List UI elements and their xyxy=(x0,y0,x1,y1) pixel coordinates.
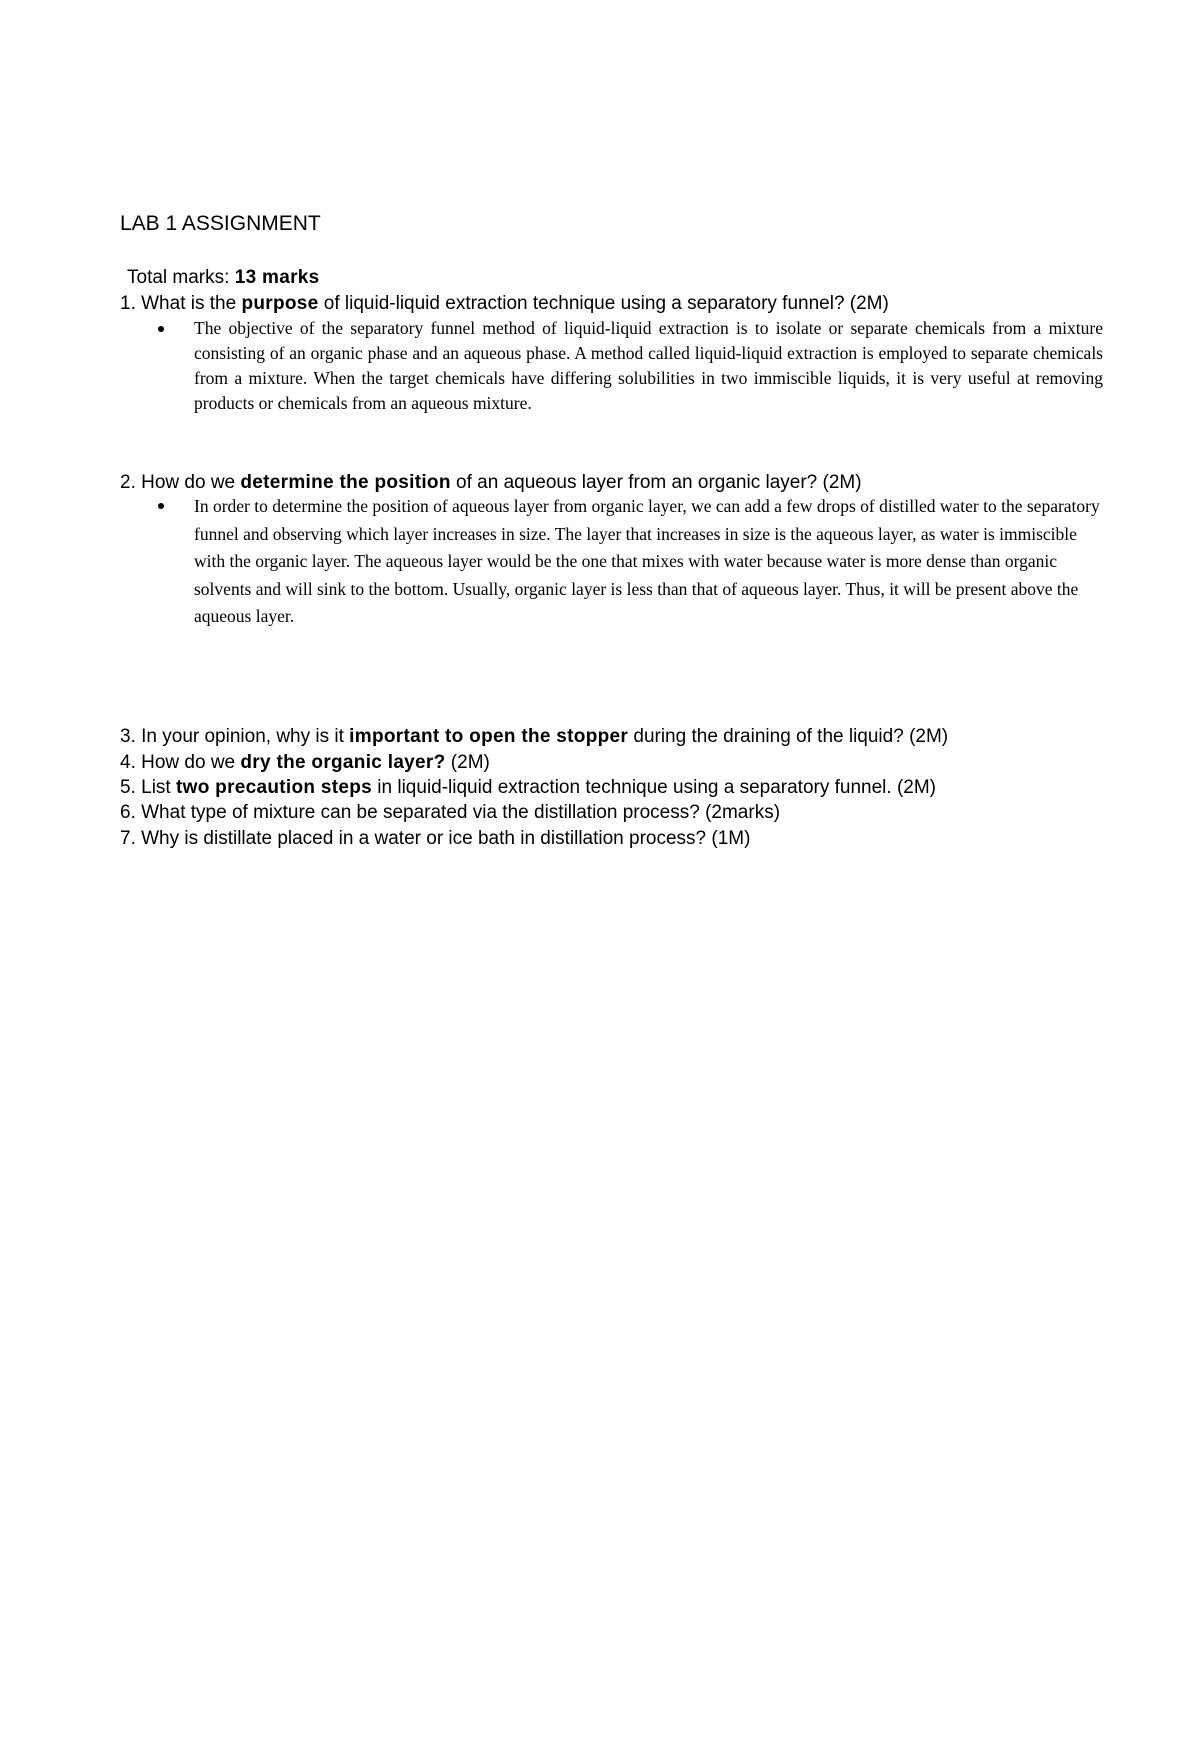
bullet-icon xyxy=(158,503,164,509)
question-number: 4. xyxy=(120,752,142,773)
question-4 xyxy=(120,750,490,776)
question-text: How do we xyxy=(141,752,241,773)
question-text: in liquid-liquid extraction technique using a separatory funnel. (2M) xyxy=(372,777,936,798)
question-number: 2. xyxy=(120,472,142,493)
question-text: of an aqueous layer from an organic layer? (2M) xyxy=(450,472,862,493)
question-emphasis: two precaution steps xyxy=(175,777,373,798)
question-emphasis: determine the position xyxy=(240,472,451,493)
total-marks-line xyxy=(127,265,320,291)
question-text: of liquid-liquid extraction technique using a separatory funnel? (2M) xyxy=(318,293,889,314)
question-text: In your opinion, why is it xyxy=(141,726,350,747)
document-title: LAB 1 ASSIGNMENT xyxy=(120,212,321,235)
question-6 xyxy=(120,800,780,826)
question-number: 5. xyxy=(120,777,142,798)
question-1 xyxy=(120,291,889,317)
question-emphasis: dry the organic layer? xyxy=(240,752,446,773)
question-text: List xyxy=(141,777,176,798)
answer-2-text: In order to determine the position of aqueous layer from organic layer, we can add a few drops of distilled water to the separatory funnel and observing which layer increases in size. The layer that increases in size is the aqueous layer, as water is immiscible with the organic layer. The aqueous layer would be the one that mixes with water because water is more dense than organic solvents and will sink to the bottom. Usually, organic layer is less than that of aqueous layer. Thus, it will be present above the aqueous layer. xyxy=(194,496,1100,626)
total-marks-value: 13 marks xyxy=(234,267,320,288)
question-emphasis: important to open the stopper xyxy=(349,726,629,747)
question-text: Why is distillate placed in a water or ice bath in distillation process? (1M) xyxy=(141,828,751,849)
total-marks-label: Total marks: xyxy=(127,267,235,288)
question-number: 3. xyxy=(120,726,142,747)
question-5 xyxy=(120,775,936,801)
question-number: 1. xyxy=(120,293,142,314)
question-text: What type of mixture can be separated via the distillation process? (2marks) xyxy=(141,802,781,823)
question-text: What is the xyxy=(141,293,242,314)
question-number: 6. xyxy=(120,802,142,823)
question-text: (2M) xyxy=(445,752,490,773)
answer-1-text: The objective of the separatory funnel method of liquid-liquid extraction is to isolate or separate chemicals from a mixture consisting of an organic phase and an aqueous phase. A method called liquid-liquid extraction is employed to separate chemicals from a mixture. When the target chemicals have differing solubilities in two immiscible liquids, it is very useful at removing products or chemicals from an aqueous mixture. xyxy=(194,318,1103,413)
question-text: How do we xyxy=(141,472,241,493)
question-number: 7. xyxy=(120,828,142,849)
bullet-icon xyxy=(158,326,164,332)
question-emphasis: purpose xyxy=(241,293,319,314)
question-text: during the draining of the liquid? (2M) xyxy=(628,726,949,747)
question-7 xyxy=(120,826,750,852)
question-3 xyxy=(120,724,948,750)
